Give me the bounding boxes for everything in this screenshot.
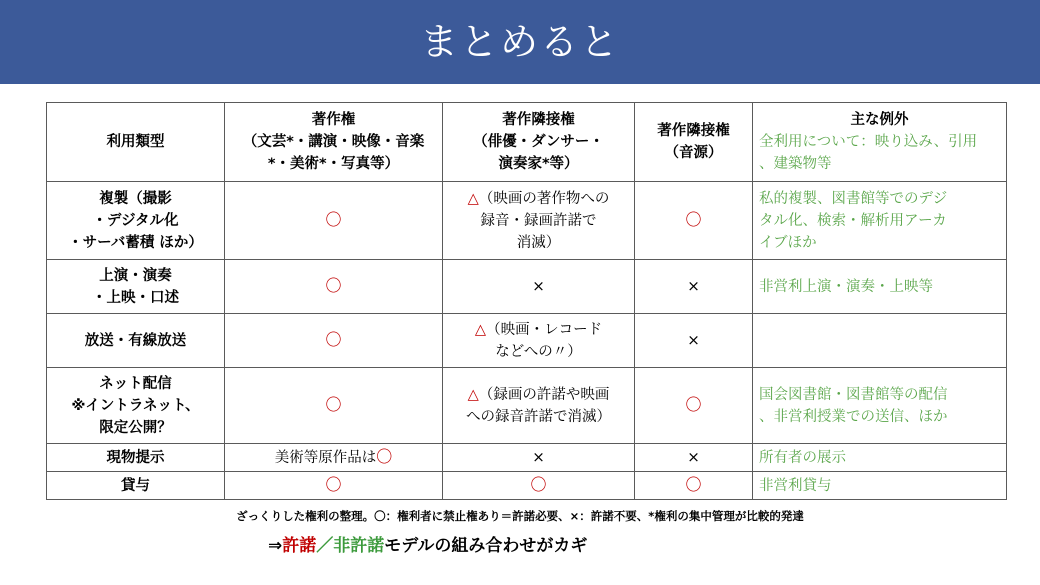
cell-neighbor-performer: × [443,260,635,314]
cell-copyright: 〇 [225,260,443,314]
table-row [47,182,1007,260]
table-row [47,368,1007,444]
model-text: モデルの組み合わせがカギ [384,536,588,556]
table-row [47,314,1007,368]
arrow-glyph: ⇒ [268,536,283,556]
slash-glyph: ／ [316,536,334,556]
header-neighboring-recording: 著作隣接権 （音源） [635,103,753,182]
footnote: ざっくりした権利の整理。〇：権利者に禁止権あり＝許諾必要、×：許諾不要、*権利の集中管理が比較的発達 [236,509,804,523]
cell-copyright: 〇 [225,472,443,500]
table-header-row [47,103,1007,182]
cell-neighbor-performer: 〇 [443,472,635,500]
cell-neighbor-recording: 〇 [635,182,753,260]
row-type-online-distribution: ネット配信 ※イントラネット、 限定公開？ [47,368,225,444]
cell-copyright: 美術等原作品は〇 [225,444,443,472]
cell-copyright: 〇 [225,182,443,260]
header-neighboring-performer: 著作隣接権 （俳優・ダンサー・ 演奏家*等） [443,103,635,182]
cell-neighbor-performer: △（映画・レコード などへの〃） [443,314,635,368]
non-allow-label: 非許諾 [333,536,385,556]
row-type-performance: 上演・演奏 ・上映・口述 [47,260,225,314]
header-copyright: 著作権 （文芸*・講演・映像・音楽 *・美術*・写真等） [225,103,443,182]
table-row [47,260,1007,314]
table-row [47,472,1007,500]
cell-neighbor-performer: × [443,444,635,472]
page-title: まとめると [419,20,620,64]
header-main-exceptions: 主な例外 全利用について：映り込み、引用 、建築物等 [753,103,1007,182]
cell-copyright: 〇 [225,368,443,444]
header-usage-type: 利用類型 [47,103,225,182]
cell-neighbor-performer: △（録画の許諾や映画 への録音許諾で消滅） [443,368,635,444]
row-type-broadcast: 放送・有線放送 [47,314,225,368]
row-type-reproduction: 複製（撮影 ・デジタル化 ・サーバ蓄積 ほか） [47,182,225,260]
cell-neighbor-recording: × [635,314,753,368]
row-type-physical-display: 現物提示 [47,444,225,472]
cell-neighbor-recording: × [635,444,753,472]
cell-exceptions: 国会図書館・図書館等の配信 、非営利授業での送信、ほか [753,368,1007,444]
row-type-lending: 貸与 [47,472,225,500]
cell-neighbor-recording: 〇 [635,472,753,500]
cell-exceptions: 所有者の展示 [753,444,1007,472]
table-row [47,444,1007,472]
model-summary [268,531,587,556]
allow-label: 許諾 [282,536,317,556]
cell-neighbor-performer: △（映画の著作物への 録音・録画許諾で 消滅） [443,182,635,260]
cell-exceptions: 非営利上演・演奏・上映等 [753,260,1007,314]
cell-exceptions: 私的複製、図書館等でのデジ タル化、検索・解析用アーカ イブほか [753,182,1007,260]
rights-table [46,102,1007,500]
cell-neighbor-recording: 〇 [635,368,753,444]
cell-copyright: 〇 [225,314,443,368]
cell-neighbor-recording: × [635,260,753,314]
cell-exceptions: 非営利貸与 [753,472,1007,500]
cell-exceptions [753,314,1007,368]
